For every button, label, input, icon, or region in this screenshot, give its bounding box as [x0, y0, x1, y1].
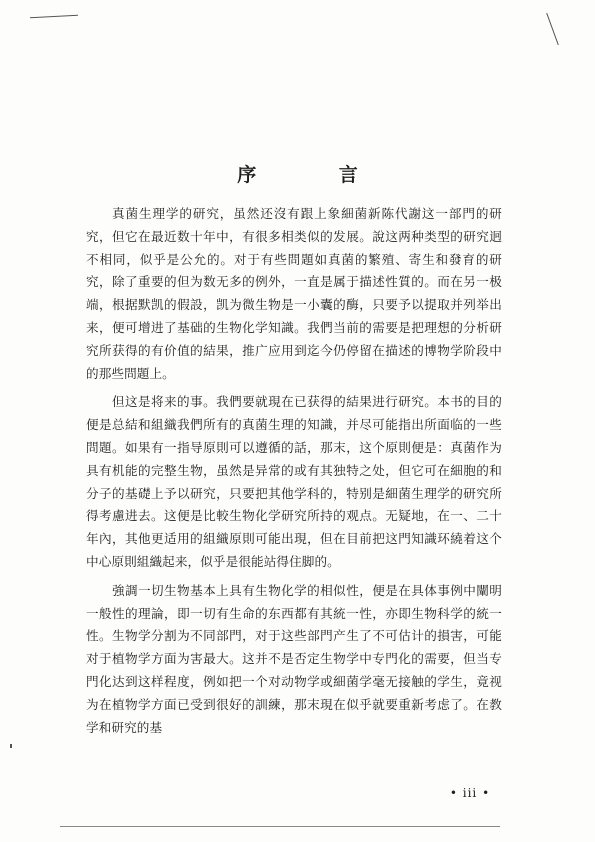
- paragraph-3: 強調一切生物基本上具有生物化学的相似性，便是在具体事例中闡明一般性的理論，即一切有生命的东西都有其統一性，亦即生物科学的統一性。生物学分割为不同部門，对于这些部門产生了不可估计的損害，可能对于植物学方面为害最大。这并不是否定生物学中专門化的需要，但当专門化达到这样程度，例如把一个对动物学或細菌学毫无接触的学生，竟视为在植物学方面已受到很好的訓練，那末現在似乎就要重新考虑了。在教学和研究的基: [86, 582, 502, 735]
- page-title: 序 言: [237, 164, 396, 186]
- scan-edge-mark-top-left: [30, 15, 78, 19]
- scan-edge-mark-top-right: [546, 13, 559, 45]
- paragraph-1: 真菌生理学的研究，虽然还沒有跟上象細菌新陈代謝这一部門的研究，但它在最近数十年中，有很多相类似的发展。說这两种类型的研究迥不相同，似乎是公允的。对于有些問題如真菌的繁殖、寄生和發育的研究，除了重要的但为数无多的例外，一直是属于描述性質的。而在另一极端，根据默凯的假設，凯为微生物是一小囊的酶，只要予以提取并列举出来，便可增进了基础的生物化学知識。我們当前的需要是把理想的分析研究所获得的有价值的結果，推广应用到迄今仍停留在描述的博物学阶段中的那些問題上。: [86, 206, 502, 381]
- scan-edge-mark-left-dot: [10, 744, 12, 748]
- paragraph-2: 但这是将来的事。我們要就現在已获得的結果进行研究。本书的目的便是总結和組織我們所有的真菌生理的知識，并尽可能指出所面临的一些問題。如果有一指导原則可以遵循的話，那末，这个原則便是：真菌作为具有机能的完整生物，虽然是异常的或有其独特之处，但它可在細胞的和分子的基礎上予以研究，只要把其他学科的，特别是細菌生理学的研究所得考慮进去。这便是比較生物化学研究所持的观点。无疑地，在一、二十年內，其他更适用的組織原則可能出現，但在目前把这門知識环繞着这个中心原則組織起来，似乎是很能站得住脚的。: [86, 394, 502, 569]
- body-text: [86, 203, 502, 745]
- page-number: • iii •: [449, 786, 491, 800]
- scan-edge-mark-bottom: [60, 826, 500, 827]
